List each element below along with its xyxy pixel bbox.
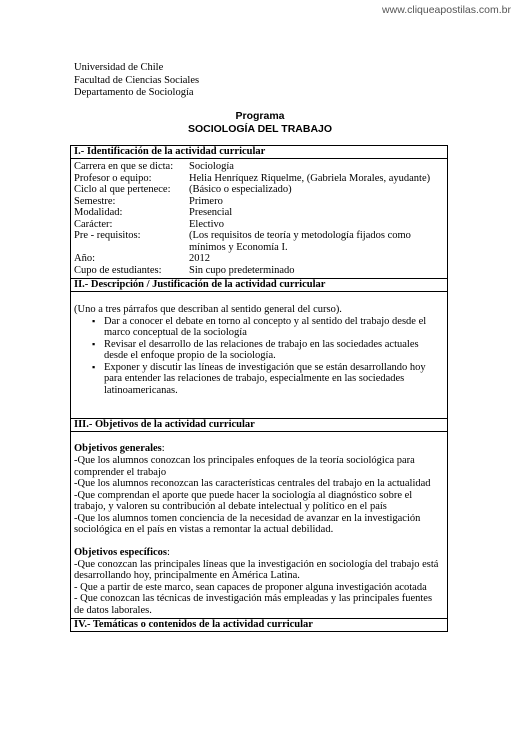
info-value: Presencial [189,207,233,218]
info-row [74,196,444,208]
info-value: Sin cupo predeterminado [189,264,295,276]
general-objective: -Que los alumnos conozcan los principales enfoques de la teoría sociológica para comprender el trabajo [74,455,415,478]
general-objective: -Que comprendan el aporte que puede hacer la sociología al diagnóstico sobre el trabajo, y valoren su contribución al debate intelectual y político en el país [74,489,413,512]
section1-body [70,159,448,278]
info-label: Cupo de estudiantes: [74,264,162,276]
program-label: Programa [235,110,285,122]
info-row [74,184,444,196]
info-label: Pre - requisitos: [74,230,141,241]
section1-title: I.- Identificación de la actividad curricular [70,145,448,159]
watermark: www.cliqueapostilas.com.br [382,4,511,16]
description-bullet: ▪ Dar a conocer el debate en torno al concepto y al sentido del trabajo desde el marco conceptual de la sociología [92,316,444,339]
section2-body [70,292,448,418]
department-name: Departamento de Sociología [74,87,194,98]
general-objective: -Que los alumnos reconozcan las características centrales del trabajo en la actualidad [74,478,431,489]
specific-objectives-heading [74,547,444,559]
info-row [74,161,444,173]
info-row [74,219,444,231]
specific-objectives-heading-text: Objetivos específicos [74,546,168,558]
info-row [74,173,444,185]
description-bullet: ▪ Exponer y discutir las líneas de investigación que se están desarrollando hoy para entender las relaciones de trabajo, especialmente en las sociedades latinoamericanas. [92,362,444,397]
general-objectives-heading [74,443,444,455]
curriculum-table [70,145,448,632]
specific-objective: - Que a partir de este marco, sean capaces de proponer alguna investigación acotada [74,581,427,593]
info-label: Año: [74,253,95,264]
specific-objective: - Que conozcan las técnicas de investigación más empleadas y las principales fuentes de datos laborales. [74,593,433,616]
course-title: SOCIOLOGÍA DEL TRABAJO [187,123,333,135]
info-row [74,230,444,253]
general-objectives-heading-text: Objetivos generales [74,443,162,454]
info-label: Carrera en que se dicta: [74,161,174,172]
info-value: Primero [189,195,223,207]
section3-body [70,432,448,618]
info-label: Ciclo al que pertenece: [74,184,171,195]
general-objective: -Que los alumnos tomen conciencia de la necesidad de avanzar en la investigación sociológica en el país en vistas a remontar la actual debilidad. [74,512,421,535]
description-bullet: ▪ Revisar el desarrollo de las relaciones de trabajo en las sociedades actuales desde el enfoque propio de la sociología. [92,339,444,362]
info-row [74,253,444,265]
info-label: Semestre: [74,195,116,207]
section4-title: IV.- Temáticas o contenidos de la actividad curricular [70,618,448,632]
info-value: 2012 [189,253,210,264]
info-value: (Básico o especializado) [189,184,292,195]
info-row [74,207,444,219]
program-header [0,110,520,136]
general-objectives-colon: : [161,443,165,454]
info-value: (Los requisitos de teoría y metodología fijados como mínimos y Economía I. [189,230,411,253]
faculty-name: Facultad de Ciencias Sociales [74,74,200,86]
section2-title: II.- Descripción / Justificación de la actividad curricular [70,278,448,292]
specific-objective: -Que conozcan las principales líneas que la investigación en sociología del trabajo está desarrollando hoy, principalmente en América Latina. [74,558,439,581]
section3-title: III.- Objetivos de la actividad curricular [70,418,448,432]
info-label: Carácter: [74,218,113,230]
info-row [74,265,444,277]
specific-objectives-colon: : [167,546,170,558]
info-value: Sociología [189,161,234,172]
description-list [74,316,444,397]
info-value: Helia Henríquez Riquelme, (Gabriela Morales, ayudante) [189,172,431,184]
description-intro: (Uno a tres párrafos que describan al sentido general del curso). [74,304,342,315]
university-name: Universidad de Chile [74,62,164,73]
info-value: Electivo [189,218,224,230]
institution-header [74,62,199,100]
info-label: Modalidad: [74,207,123,218]
info-label: Profesor o equipo: [74,172,152,184]
